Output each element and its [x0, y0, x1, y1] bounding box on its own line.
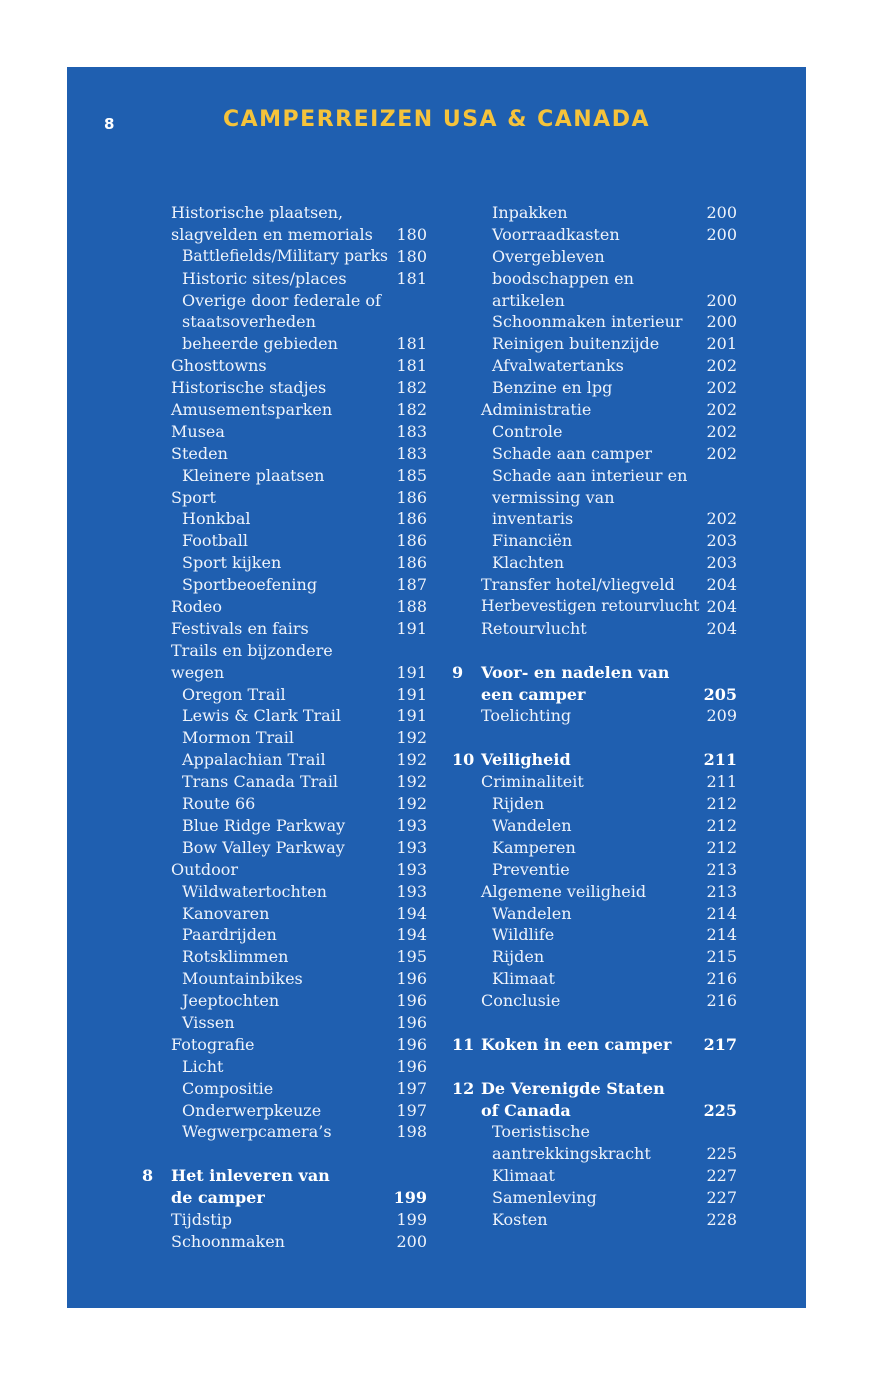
toc-entry — [452, 990, 737, 1012]
toc-entry — [142, 968, 427, 990]
toc-entry — [452, 705, 737, 727]
toc-entry-title: Historische stadjes — [171, 378, 327, 398]
toc-page-number: 203 — [706, 531, 737, 551]
toc-entry-title: Preventie — [492, 859, 570, 879]
toc-entry-title: Veiligheid — [481, 750, 571, 770]
toc-page-number: 181 — [396, 334, 427, 354]
toc-page-number: 180 — [396, 224, 427, 244]
toc-entry — [142, 749, 427, 771]
toc-page-number: 186 — [396, 487, 427, 507]
toc-entry — [142, 224, 427, 246]
toc-entry-title: Overige door federale of — [182, 290, 381, 310]
toc-entry-title: De Verenigde Staten — [481, 1078, 665, 1098]
toc-entry-title: Rodeo — [171, 597, 223, 617]
toc-page-number: 213 — [706, 881, 737, 901]
toc-entry-title: Musea — [171, 421, 225, 441]
toc-entry-title: Compositie — [182, 1078, 274, 1098]
toc-page-number: 188 — [396, 597, 427, 617]
toc-entry — [452, 946, 737, 968]
toc-page-number: 194 — [396, 903, 427, 923]
toc-spacer — [452, 640, 737, 662]
toc-page-number: 204 — [706, 618, 737, 638]
toc-entry-title: Steden — [171, 443, 228, 463]
toc-entry — [452, 246, 737, 268]
toc-entry-title: Amusementsparken — [171, 400, 333, 420]
toc-chapter-entry — [452, 1078, 737, 1100]
toc-entry-title: Blue Ridge Parkway — [182, 815, 346, 835]
toc-entry-title: Samenleving — [492, 1188, 597, 1208]
toc-entry — [452, 552, 737, 574]
toc-entry — [142, 465, 427, 487]
toc-entry — [452, 771, 737, 793]
toc-entry-title: Financiën — [492, 531, 573, 551]
toc-entry — [142, 837, 427, 859]
toc-chapter-number: 8 — [142, 1166, 154, 1186]
toc-entry-title: Voor- en nadelen van — [481, 662, 670, 682]
toc-entry — [452, 1165, 737, 1187]
toc-entry — [142, 618, 427, 640]
toc-entry — [452, 443, 737, 465]
toc-entry — [452, 290, 737, 312]
toc-page-number: 202 — [706, 356, 737, 376]
toc-entry-title: aantrekkingskracht — [492, 1144, 651, 1164]
toc-entry — [142, 355, 427, 377]
toc-page-number: 202 — [706, 400, 737, 420]
toc-entry-title: Retourvlucht — [481, 618, 587, 638]
toc-entry — [452, 1143, 737, 1165]
toc-entry — [452, 815, 737, 837]
toc-entry — [452, 837, 737, 859]
toc-page-number: 195 — [396, 947, 427, 967]
toc-column-right — [452, 202, 737, 1231]
toc-entry-title: Sport — [171, 487, 216, 507]
toc-entry-title: Het inleveren van — [171, 1166, 330, 1186]
toc-entry — [452, 1121, 737, 1143]
toc-entry — [142, 990, 427, 1012]
toc-entry — [142, 1231, 427, 1253]
toc-entry-title: Mormon Trail — [182, 728, 294, 748]
toc-page-number: 180 — [396, 246, 427, 266]
toc-entry — [142, 1078, 427, 1100]
toc-entry-title: Controle — [492, 421, 563, 441]
toc-entry-title: Licht — [182, 1056, 224, 1076]
toc-spacer — [452, 727, 737, 749]
toc-entry-title: boodschappen en — [492, 268, 634, 288]
toc-entry-title: Sportbeoefening — [182, 575, 318, 595]
toc-entry — [452, 881, 737, 903]
toc-page-number: 196 — [396, 991, 427, 1011]
toc-page-number: 192 — [396, 794, 427, 814]
toc-entry — [142, 377, 427, 399]
toc-entry — [452, 268, 737, 290]
toc-page-number: 203 — [706, 553, 737, 573]
toc-page-number: 199 — [393, 1188, 427, 1208]
toc-entry — [142, 268, 427, 290]
toc-entry — [452, 903, 737, 925]
toc-entry — [142, 333, 427, 355]
toc-entry — [452, 355, 737, 377]
toc-page-number: 217 — [703, 1034, 737, 1054]
toc-entry-title: Afvalwatertanks — [492, 356, 624, 376]
toc-page-number: 200 — [706, 312, 737, 332]
running-title: CAMPERREIZEN USA & CANADA — [222, 107, 650, 132]
toc-page-number: 193 — [396, 815, 427, 835]
toc-page-number: 212 — [706, 794, 737, 814]
toc-chapter-number: 12 — [452, 1078, 475, 1098]
toc-page-number: 200 — [706, 203, 737, 222]
toc-chapter-number: 11 — [452, 1034, 475, 1054]
toc-page-number: 194 — [396, 925, 427, 945]
toc-page-number: 196 — [396, 1034, 427, 1054]
toc-page-number: 196 — [396, 1056, 427, 1076]
toc-page-number: 192 — [396, 772, 427, 792]
toc-entry — [142, 1100, 427, 1122]
toc-entry — [142, 311, 427, 333]
toc-entry — [142, 684, 427, 706]
toc-page-number: 181 — [396, 268, 427, 288]
toc-entry-title: Inpakken — [492, 203, 568, 222]
toc-entry-title: de camper — [171, 1188, 265, 1208]
toc-page-number: 213 — [706, 859, 737, 879]
toc-page-number: 211 — [703, 750, 737, 770]
toc-page-number: 193 — [396, 859, 427, 879]
toc-entry-title: een camper — [481, 684, 586, 704]
toc-entry-title: Overgebleven — [492, 246, 605, 266]
book-page-panel — [67, 67, 806, 1308]
toc-entry — [452, 530, 737, 552]
toc-entry — [452, 202, 737, 224]
toc-page-number: 212 — [706, 837, 737, 857]
toc-entry — [142, 1209, 427, 1231]
toc-page-number: 202 — [706, 421, 737, 441]
toc-page-number: 200 — [396, 1231, 427, 1251]
toc-entry-title: Kanovaren — [182, 903, 270, 923]
toc-entry — [452, 465, 737, 487]
toc-entry — [142, 443, 427, 465]
toc-page-number: 211 — [706, 772, 737, 792]
toc-entry — [142, 399, 427, 421]
toc-page-number: 201 — [706, 334, 737, 354]
toc-entry — [452, 924, 737, 946]
toc-entry — [452, 421, 737, 443]
toc-entry — [452, 224, 737, 246]
toc-entry-title: Paardrijden — [182, 925, 277, 945]
toc-entry — [452, 618, 737, 640]
toc-entry-title: Klimaat — [492, 1166, 555, 1186]
toc-entry-title: Schoonmaken interieur — [492, 312, 683, 332]
toc-entry — [142, 552, 427, 574]
toc-page-number: 186 — [396, 509, 427, 529]
toc-spacer — [452, 1056, 737, 1078]
toc-page-number: 196 — [396, 1012, 427, 1032]
toc-entry — [452, 311, 737, 333]
toc-entry — [142, 640, 427, 662]
toc-entry-title: staatsoverheden — [182, 312, 316, 332]
toc-entry-title: artikelen — [492, 290, 565, 310]
toc-entry-title: Conclusie — [481, 991, 561, 1011]
toc-entry-title: Kosten — [492, 1209, 548, 1229]
toc-entry-title: Kleinere plaatsen — [182, 465, 325, 485]
toc-chapter-entry — [452, 662, 737, 684]
toc-chapter-entry — [452, 749, 737, 771]
toc-entry — [142, 705, 427, 727]
toc-page-number: 200 — [706, 290, 737, 310]
toc-page-number: 186 — [396, 553, 427, 573]
toc-page-number: 192 — [396, 728, 427, 748]
toc-page-number: 191 — [396, 618, 427, 638]
toc-entry — [142, 530, 427, 552]
toc-page-number: 191 — [396, 706, 427, 726]
toc-entry-title: Vissen — [182, 1012, 235, 1032]
toc-entry — [452, 333, 737, 355]
toc-entry-title: Mountainbikes — [182, 969, 303, 989]
toc-entry-title: Bow Valley Parkway — [182, 837, 345, 857]
toc-entry — [142, 596, 427, 618]
toc-entry — [452, 859, 737, 881]
toc-page-number: 191 — [396, 662, 427, 682]
toc-page-number: 183 — [396, 421, 427, 441]
toc-entry — [142, 727, 427, 749]
toc-page-number: 197 — [396, 1078, 427, 1098]
toc-page-number: 196 — [396, 969, 427, 989]
toc-page-number: 183 — [396, 443, 427, 463]
toc-entry — [142, 1034, 427, 1056]
toc-entry-title: Historic sites/places — [182, 268, 347, 288]
toc-entry-title: Wandelen — [492, 903, 572, 923]
toc-entry — [452, 399, 737, 421]
toc-entry-title: Toelichting — [481, 706, 572, 726]
toc-chapter-entry — [452, 1034, 737, 1056]
toc-entry-title: Oregon Trail — [182, 684, 286, 704]
toc-entry — [142, 202, 427, 224]
toc-entry — [142, 662, 427, 684]
toc-page-number: 187 — [396, 575, 427, 595]
toc-page-number: 209 — [706, 706, 737, 726]
toc-entry-title: Klachten — [492, 553, 565, 573]
toc-spacer — [452, 1012, 737, 1034]
toc-page-number: 227 — [706, 1166, 737, 1186]
toc-chapter-number: 9 — [452, 662, 464, 682]
toc-entry-title: Ghosttowns — [171, 356, 267, 376]
toc-entry-title: Benzine en lpg — [492, 378, 613, 398]
toc-chapter-entry — [142, 1165, 427, 1187]
toc-entry — [142, 859, 427, 881]
toc-entry — [142, 574, 427, 596]
toc-entry-title: Rijden — [492, 794, 545, 814]
toc-page-number: 214 — [706, 925, 737, 945]
toc-entry-title: Jeeptochten — [182, 991, 280, 1011]
toc-entry-title: Herbevestigen retourvlucht — [481, 597, 700, 616]
toc-entry-title: wegen — [171, 662, 225, 682]
toc-entry — [142, 793, 427, 815]
toc-entry — [452, 574, 737, 596]
toc-page-number: 191 — [396, 684, 427, 704]
toc-entry — [452, 508, 737, 530]
toc-entry-title: Wandelen — [492, 815, 572, 835]
toc-entry-title: Rijden — [492, 947, 545, 967]
toc-entry — [452, 596, 737, 618]
toc-page-number: 225 — [703, 1100, 737, 1120]
toc-page-number: 193 — [396, 881, 427, 901]
toc-entry — [142, 815, 427, 837]
toc-page-number: 197 — [396, 1100, 427, 1120]
toc-entry — [142, 1056, 427, 1078]
toc-page-number: 215 — [706, 947, 737, 967]
toc-entry — [142, 924, 427, 946]
toc-entry-title: Appalachian Trail — [182, 750, 326, 770]
toc-entry-title: Outdoor — [171, 859, 239, 879]
toc-page-number: 204 — [706, 575, 737, 595]
toc-chapter-entry — [452, 1100, 737, 1122]
toc-entry — [452, 793, 737, 815]
toc-entry — [142, 1012, 427, 1034]
toc-page-number: 216 — [706, 969, 737, 989]
toc-page-number: 204 — [706, 597, 737, 617]
toc-entry — [142, 903, 427, 925]
toc-page-number: 181 — [396, 356, 427, 376]
toc-entry-title: Route 66 — [182, 794, 256, 814]
toc-page-number: 212 — [706, 815, 737, 835]
toc-entry — [142, 946, 427, 968]
toc-entry-title: Koken in een camper — [481, 1034, 672, 1054]
toc-entry — [142, 246, 427, 268]
toc-page-number: 216 — [706, 991, 737, 1011]
toc-entry — [452, 1187, 737, 1209]
toc-entry — [142, 508, 427, 530]
toc-entry-title: Wegwerpcamera’s — [182, 1122, 332, 1142]
toc-entry-title: Fotografie — [171, 1034, 255, 1054]
toc-entry-title: Schoonmaken — [171, 1231, 285, 1251]
toc-entry-title: inventaris — [492, 509, 574, 529]
toc-entry — [142, 881, 427, 903]
toc-page-number: 202 — [706, 378, 737, 398]
toc-chapter-number: 10 — [452, 750, 475, 770]
toc-entry-title: Schade aan interieur en — [492, 465, 688, 485]
page-number: 8 — [104, 115, 115, 133]
toc-entry — [452, 487, 737, 509]
toc-entry — [452, 968, 737, 990]
toc-entry-title: Criminaliteit — [481, 772, 584, 792]
toc-entry — [452, 377, 737, 399]
toc-page-number: 200 — [706, 224, 737, 244]
toc-page-number: 205 — [703, 684, 737, 704]
toc-page-number: 198 — [396, 1122, 427, 1142]
toc-page-number: 225 — [706, 1144, 737, 1164]
toc-entry-title: Kamperen — [492, 837, 576, 857]
toc-entry — [142, 487, 427, 509]
toc-entry-title: beheerde gebieden — [182, 334, 338, 354]
toc-entry-title: Onderwerpkeuze — [182, 1100, 322, 1120]
toc-entry-title: Transfer hotel/vliegveld — [481, 575, 675, 595]
toc-entry-title: Wildwatertochten — [182, 881, 327, 901]
toc-chapter-entry — [452, 684, 737, 706]
toc-entry-title: slagvelden en memorials — [171, 224, 373, 244]
toc-entry — [142, 1121, 427, 1143]
toc-page-number: 202 — [706, 443, 737, 463]
toc-entry-title: Reinigen buitenzijde — [492, 334, 660, 354]
toc-page-number: 182 — [396, 400, 427, 420]
toc-entry-title: Schade aan camper — [492, 443, 653, 463]
toc-entry-title: Tijdstip — [171, 1209, 232, 1229]
toc-entry-title: Trans Canada Trail — [182, 772, 339, 792]
toc-page-number: 228 — [706, 1209, 737, 1229]
toc-chapter-entry — [142, 1187, 427, 1209]
toc-entry-title: Trails en bijzondere — [171, 640, 333, 660]
toc-entry-title: Administratie — [481, 400, 592, 420]
toc-page-number: 199 — [396, 1209, 427, 1229]
toc-page-number: 193 — [396, 837, 427, 857]
toc-page-number: 202 — [706, 509, 737, 529]
toc-entry — [142, 771, 427, 793]
toc-entry-title: Historische plaatsen, — [171, 203, 344, 222]
toc-entry-title: Festivals en fairs — [171, 618, 309, 638]
toc-entry-title: of Canada — [481, 1100, 571, 1120]
toc-page-number: 185 — [396, 465, 427, 485]
toc-entry-title: Battlefields/Military parks — [182, 246, 389, 265]
toc-entry-title: Football — [182, 531, 248, 551]
toc-entry — [142, 421, 427, 443]
toc-entry-title: Algemene veiligheid — [481, 881, 647, 901]
toc-entry-title: vermissing van — [492, 487, 615, 507]
toc-entry-title: Sport kijken — [182, 553, 282, 573]
toc-column-left — [142, 202, 427, 1253]
toc-page-number: 192 — [396, 750, 427, 770]
toc-entry-title: Wildlife — [492, 925, 555, 945]
toc-page-number: 182 — [396, 378, 427, 398]
toc-entry-title: Lewis & Clark Trail — [182, 706, 341, 726]
toc-entry — [452, 1209, 737, 1231]
toc-entry — [142, 290, 427, 312]
toc-entry-title: Rotsklimmen — [182, 947, 289, 967]
toc-entry-title: Klimaat — [492, 969, 555, 989]
toc-page-number: 214 — [706, 903, 737, 923]
toc-spacer — [142, 1143, 427, 1165]
toc-entry-title: Toeristische — [492, 1122, 590, 1142]
toc-entry-title: Voorraadkasten — [492, 224, 620, 244]
toc-page-number: 186 — [396, 531, 427, 551]
toc-page-number: 227 — [706, 1188, 737, 1208]
toc-entry-title: Honkbal — [182, 509, 251, 529]
